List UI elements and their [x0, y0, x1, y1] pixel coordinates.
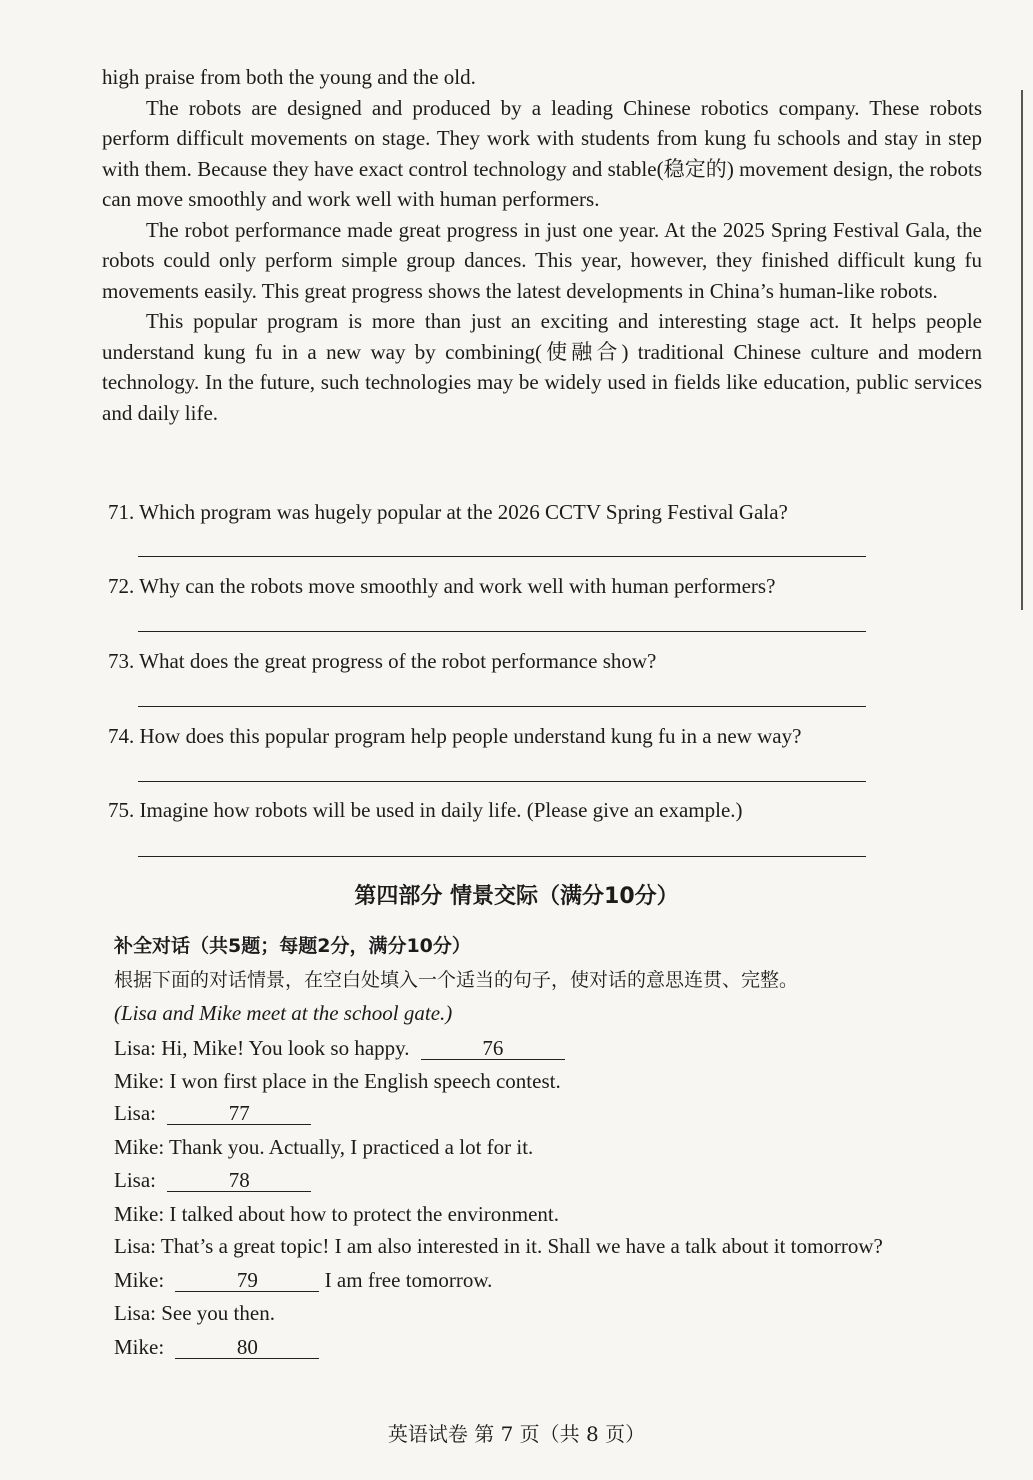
blank-76[interactable]: 76 — [421, 1037, 565, 1060]
dialogue-line — [114, 1266, 492, 1294]
passage-paragraph: This popular program is more than just an exciting and interesting stage act. It helps people understand kung fu in a new way by combining(使融合) traditional Chinese culture and modern technology. In the future, such technologies may be widely used in fields like education, public services and daily life. — [102, 309, 982, 425]
passage-paragraph: The robot performance made great progress in just one year. At the 2025 Spring Festival Gala, the robots could only perform simple group dances. This year, however, they finished difficult kung fu movements easily. This great progress shows the latest developments in China’s human-like robots. — [102, 217, 982, 303]
dialogue-line: Mike: I talked about how to protect the environment. — [114, 1202, 559, 1226]
page-edge-shadow — [1021, 90, 1023, 610]
blank-78[interactable]: 78 — [167, 1169, 311, 1192]
passage-paragraph: high praise from both the young and the old. — [102, 65, 476, 89]
answer-line-73[interactable] — [138, 706, 866, 707]
dialogue-line — [114, 1034, 565, 1062]
blank-80[interactable]: 80 — [175, 1336, 319, 1359]
dialogue-text: Mike: — [114, 1335, 165, 1359]
section-title: 第四部分 情景交际（满分10分） — [354, 884, 679, 909]
blank-77[interactable]: 77 — [167, 1102, 311, 1125]
dialogue-line: Lisa: See you then. — [114, 1301, 275, 1325]
answer-line-74[interactable] — [138, 781, 866, 782]
question-74: 74. How does this popular program help people understand kung fu in a new way? — [108, 724, 802, 748]
question-72: 72. Why can the robots move smoothly and work well with human performers? — [108, 574, 776, 598]
answer-line-71[interactable] — [138, 556, 866, 557]
dialogue-text: Lisa: — [114, 1168, 156, 1192]
dialogue-line: Lisa: That’s a great topic! I am also interested in it. Shall we have a talk about it tomorrow? — [114, 1234, 883, 1258]
section-subtitle: 补全对话（共5题；每题2分，满分10分） — [114, 935, 471, 957]
dialogue-text: Lisa: — [114, 1101, 156, 1125]
answer-line-75[interactable] — [138, 856, 866, 857]
dialogue-text: I am free tomorrow. — [324, 1268, 493, 1292]
section-instruction: 根据下面的对话情景，在空白处填入一个适当的句子，使对话的意思连贯、完整。 — [114, 969, 799, 991]
blank-79[interactable]: 79 — [175, 1269, 319, 1292]
dialogue-text: Mike: — [114, 1268, 165, 1292]
dialogue-text: Lisa: Hi, Mike! You look so happy. — [114, 1036, 410, 1060]
passage-paragraph: The robots are designed and produced by a leading Chinese robotics company. These robots perform difficult movements on stage. They work with students from kung fu schools and stay in step with them. Because they have exact control technology and stable(稳定的) movement design, the robots can move smoothly and work well with human performers. — [102, 95, 982, 211]
question-71: 71. Which program was hugely popular at the 2026 CCTV Spring Festival Gala? — [108, 500, 788, 524]
dialogue-scene: (Lisa and Mike meet at the school gate.) — [114, 1001, 453, 1025]
dialogue-line — [114, 1166, 311, 1194]
question-73: 73. What does the great progress of the robot performance show? — [108, 649, 657, 673]
question-75: 75. Imagine how robots will be used in daily life. (Please give an example.) — [108, 798, 743, 822]
page-footer: 英语试卷 第 7 页（共 8 页） — [387, 1422, 646, 1446]
dialogue-line — [114, 1099, 311, 1127]
answer-line-72[interactable] — [138, 631, 866, 632]
dialogue-line — [114, 1333, 319, 1361]
reading-passage — [102, 62, 982, 428]
dialogue-line: Mike: I won first place in the English speech contest. — [114, 1069, 561, 1093]
dialogue-line: Mike: Thank you. Actually, I practiced a lot for it. — [114, 1135, 534, 1159]
